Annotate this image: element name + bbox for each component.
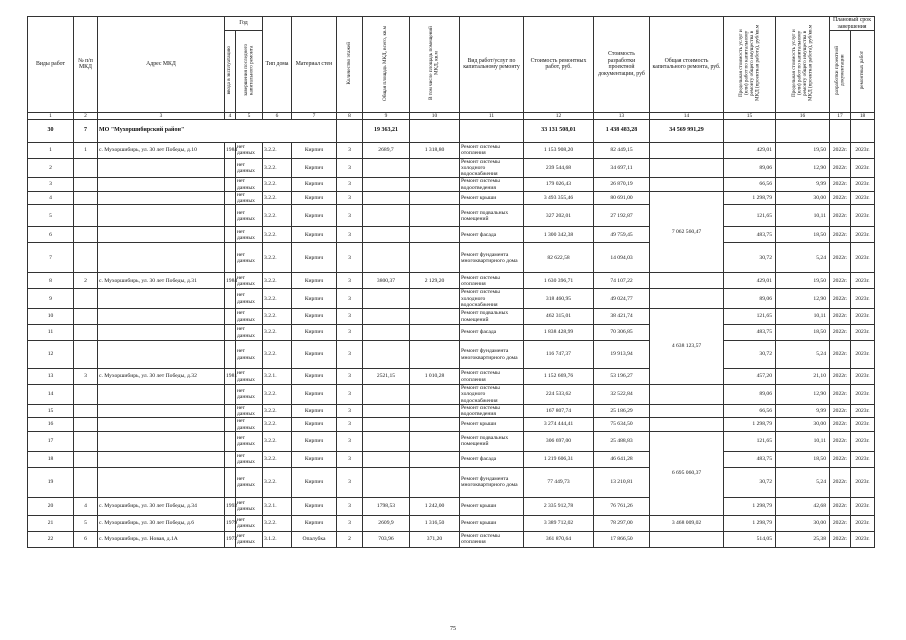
municipality-name: МО "Мухоршибирский район": [98, 119, 337, 142]
col-header-num: № п/п МКД: [74, 17, 98, 113]
table-row: 13 3 с. Мухоршибирь, ул. 30 лет Победы, д.32 1981 нет данных 3.2.1. Кирпич 3 2521,15 1 010,28 Ремонт системы отопления 1 152 669,76 53 196,27 457,20 21,10 2022г. 2023г.: [28, 369, 875, 385]
col-header-plan-razrab: разработки проектной документации: [830, 31, 851, 112]
col-header-vid: Виды работ: [28, 17, 74, 113]
col-header-material: Материал стен: [292, 17, 337, 113]
col-header-pred1: Предельная стоимость услуг и (или) работ по капитальному ремонту общего имущества в МКД (проектная работа), руб/кв.м: [724, 17, 776, 113]
col-header-addr: Адрес МКД: [98, 17, 225, 113]
table-row: 19 нет данных 3.2.2. Кирпич 3 Ремонт фундамента многоквартирного дома 77 449,73 13 210,81 30,72 5,24 2022г. 2023г.: [28, 467, 875, 497]
col-header-tip: Тип дома: [263, 17, 292, 113]
repair-plan-table: [27, 16, 875, 548]
table-row: 20 4 с. Мухоршибирь, ул. 30 лет Победы, д.34 1992 нет данных 3.2.1. Кирпич 3 1798,53 1 242,00 Ремонт крыши 2 335 912,78 76 761,26 1 298,79 42,68 2022г. 2023г.: [28, 497, 875, 515]
merged-total-cell: 7 062 560,47: [650, 191, 724, 273]
col-header-god: Год: [225, 17, 263, 31]
col-header-etazh: Количество этажей: [337, 17, 363, 113]
col-header-vvod: ввода в эксплуатацию: [225, 31, 236, 112]
table-row: 10 нет данных 3.2.2. Кирпич 3 Ремонт подвальных помещений 462 315,01 38 421,74 4 638 123,57 121,65 10,11 2022г. 2023г.: [28, 309, 875, 325]
table-row: 2 нет данных 3.2.2. Кирпич 3 Ремонт системы холодного водоснабжения 239 544,68 34 697,11 89,06 12,90 2022г. 2023г.: [28, 158, 875, 178]
table-row: 4 нет данных 3.2.2. Кирпич 3 Ремонт крыши 3 493 355,46 80 691,00 7 062 560,47 1 298,79 30,00 2022г. 2023г.: [28, 191, 875, 205]
table-row: 1 1 с. Мухоршибирь, ул. 30 лет Победы, д.10 1984 нет данных 3.2.2. Кирпич 3 2689,7 1 318,80 Ремонт системы отопления 1 153 908,20 82 449,15 429,01 19,50 2022г. 2023г.: [28, 142, 875, 158]
table-row: 8 2 с. Мухоршибирь, ул. 30 лет Победы, д.31 1984 нет данных 3.2.2. Кирпич 3 3800,37 2 129,20 Ремонт системы отопления 1 630 396,71 74 107,22 429,01 19,50 2022г. 2023г.: [28, 273, 875, 289]
table-row: 14 нет данных 3.2.2. Кирпич 3 Ремонт системы холодного водоснабжения 224 533,62 32 522,84 89,06 12,90 2022г. 2023г.: [28, 385, 875, 405]
table-row: 5 нет данных 3.2.2. Кирпич 3 Ремонт подвальных помещений 327 202,01 27 192,87 121,65 10,11 2022г. 2023г.: [28, 205, 875, 227]
merged-total-cell: 4 638 123,57: [650, 309, 724, 385]
table-body: [28, 142, 875, 547]
table-row: 12 нет данных 3.2.2. Кирпич 3 Ремонт фундамента многоквартирного дома 116 747,37 19 913,94 30,72 5,24 2022г. 2023г.: [28, 341, 875, 369]
merged-total-cell: 6 695 060,37: [650, 431, 724, 515]
col-header-razrab: Стоимость разработки проектной документации, руб: [594, 17, 650, 113]
table-row: 17 нет данных 3.2.2. Кирпич 3 Ремонт подвальных помещений 306 697,00 25 488,83 6 695 060,37 121,65 10,11 2022г. 2023г.: [28, 431, 875, 451]
summary-row: 30 7 МО "Мухоршибирский район" 19 363,21 33 131 508,01 1 438 483,28 34 569 991,29: [28, 119, 875, 142]
col-header-zhil: В том числе площадь помещений МКД, кв.м: [410, 17, 460, 113]
table-row: 16 нет данных 3.2.2. Кирпич 3 Ремонт крыши 3 274 444,41 75 634,50 1 298,79 30,00 2022г. 2023г.: [28, 418, 875, 432]
col-header-zaversh: завершения последнего капитального ремонта: [236, 31, 263, 112]
table-row: 21 5 с. Мухоршибирь, ул. 30 лет Победы, д.6 1979 нет данных 3.2.2. Кирпич 3 2609,9 1 316,50 Ремонт крыши 3 389 712,02 78 297,00 3 468 009,02 1 298,79 30,00 2022г. 2023г.: [28, 515, 875, 531]
table-row: 7 нет данных 3.2.2. Кирпич 3 Ремонт фундамента многоквартирного дома 82 622,58 14 094,03 30,72 5,24 2022г. 2023г.: [28, 243, 875, 273]
table-row: 18 нет данных 3.2.2. Кирпич 3 Ремонт фасада 1 219 606,31 46 641,28 483,75 18,50 2022г. 2023г.: [28, 451, 875, 467]
col-header-ploshad: Общая площадь МКД, всего, кв.м: [363, 17, 410, 113]
table-row: 6 нет данных 3.2.2. Кирпич 3 Ремонт фасада 1 300 342,38 49 759,45 483,75 18,50 2022г. 2023г.: [28, 227, 875, 243]
col-header-stoim: Стоимость ремонтных работ, руб.: [524, 17, 594, 113]
column-number-row: 1 2 3 4 5 6 7 8 9 10 11 12 13 14 15 16 17 18: [28, 112, 875, 119]
col-header-plan-rem: ремонтных работ: [851, 31, 875, 112]
table-row: 15 нет данных 3.2.2. Кирпич 3 Ремонт системы водоотведения 167 807,74 25 186,29 66,56 9,99 2022г. 2023г.: [28, 404, 875, 418]
table-row: 22 6 с. Мухоршибирь, ул. Новая, д.1А 1972 нет данных 3.1.2. Опалубка 2 703,96 371,20 Ремонт системы отопления 361 870,64 17 866,50 514,05 25,38 2022г. 2023г.: [28, 531, 875, 547]
table-row: 11 нет данных 3.2.2. Кирпич 3 Ремонт фасада 1 838 428,99 70 306,85 483,75 18,50 2022г. 2023г.: [28, 325, 875, 341]
col-header-obsh: Общая стоимость капитального ремонта, руб.: [650, 17, 724, 113]
table-row: 9 нет данных 3.2.2. Кирпич 3 Ремонт системы холодного водоснабжения 318 460,95 49 024,77 89,06 12,90 2022г. 2023г.: [28, 289, 875, 309]
col-header-vidrab: Вид работ/услуг по капитальному ремонту: [460, 17, 524, 113]
page-number: 75: [450, 626, 456, 632]
col-header-pred2: Предельная стоимость услуг и (или) работ по капитальному ремонту общего имущества в МКД (проектная работа), руб/кв.м: [776, 17, 830, 113]
table-row: 3 нет данных 3.2.2. Кирпич 3 Ремонт системы водоотведения 179 026,43 26 870,19 66,56 9,99 2022г. 2023г.: [28, 178, 875, 192]
col-header-plan: Плановый срок завершения: [830, 17, 875, 31]
